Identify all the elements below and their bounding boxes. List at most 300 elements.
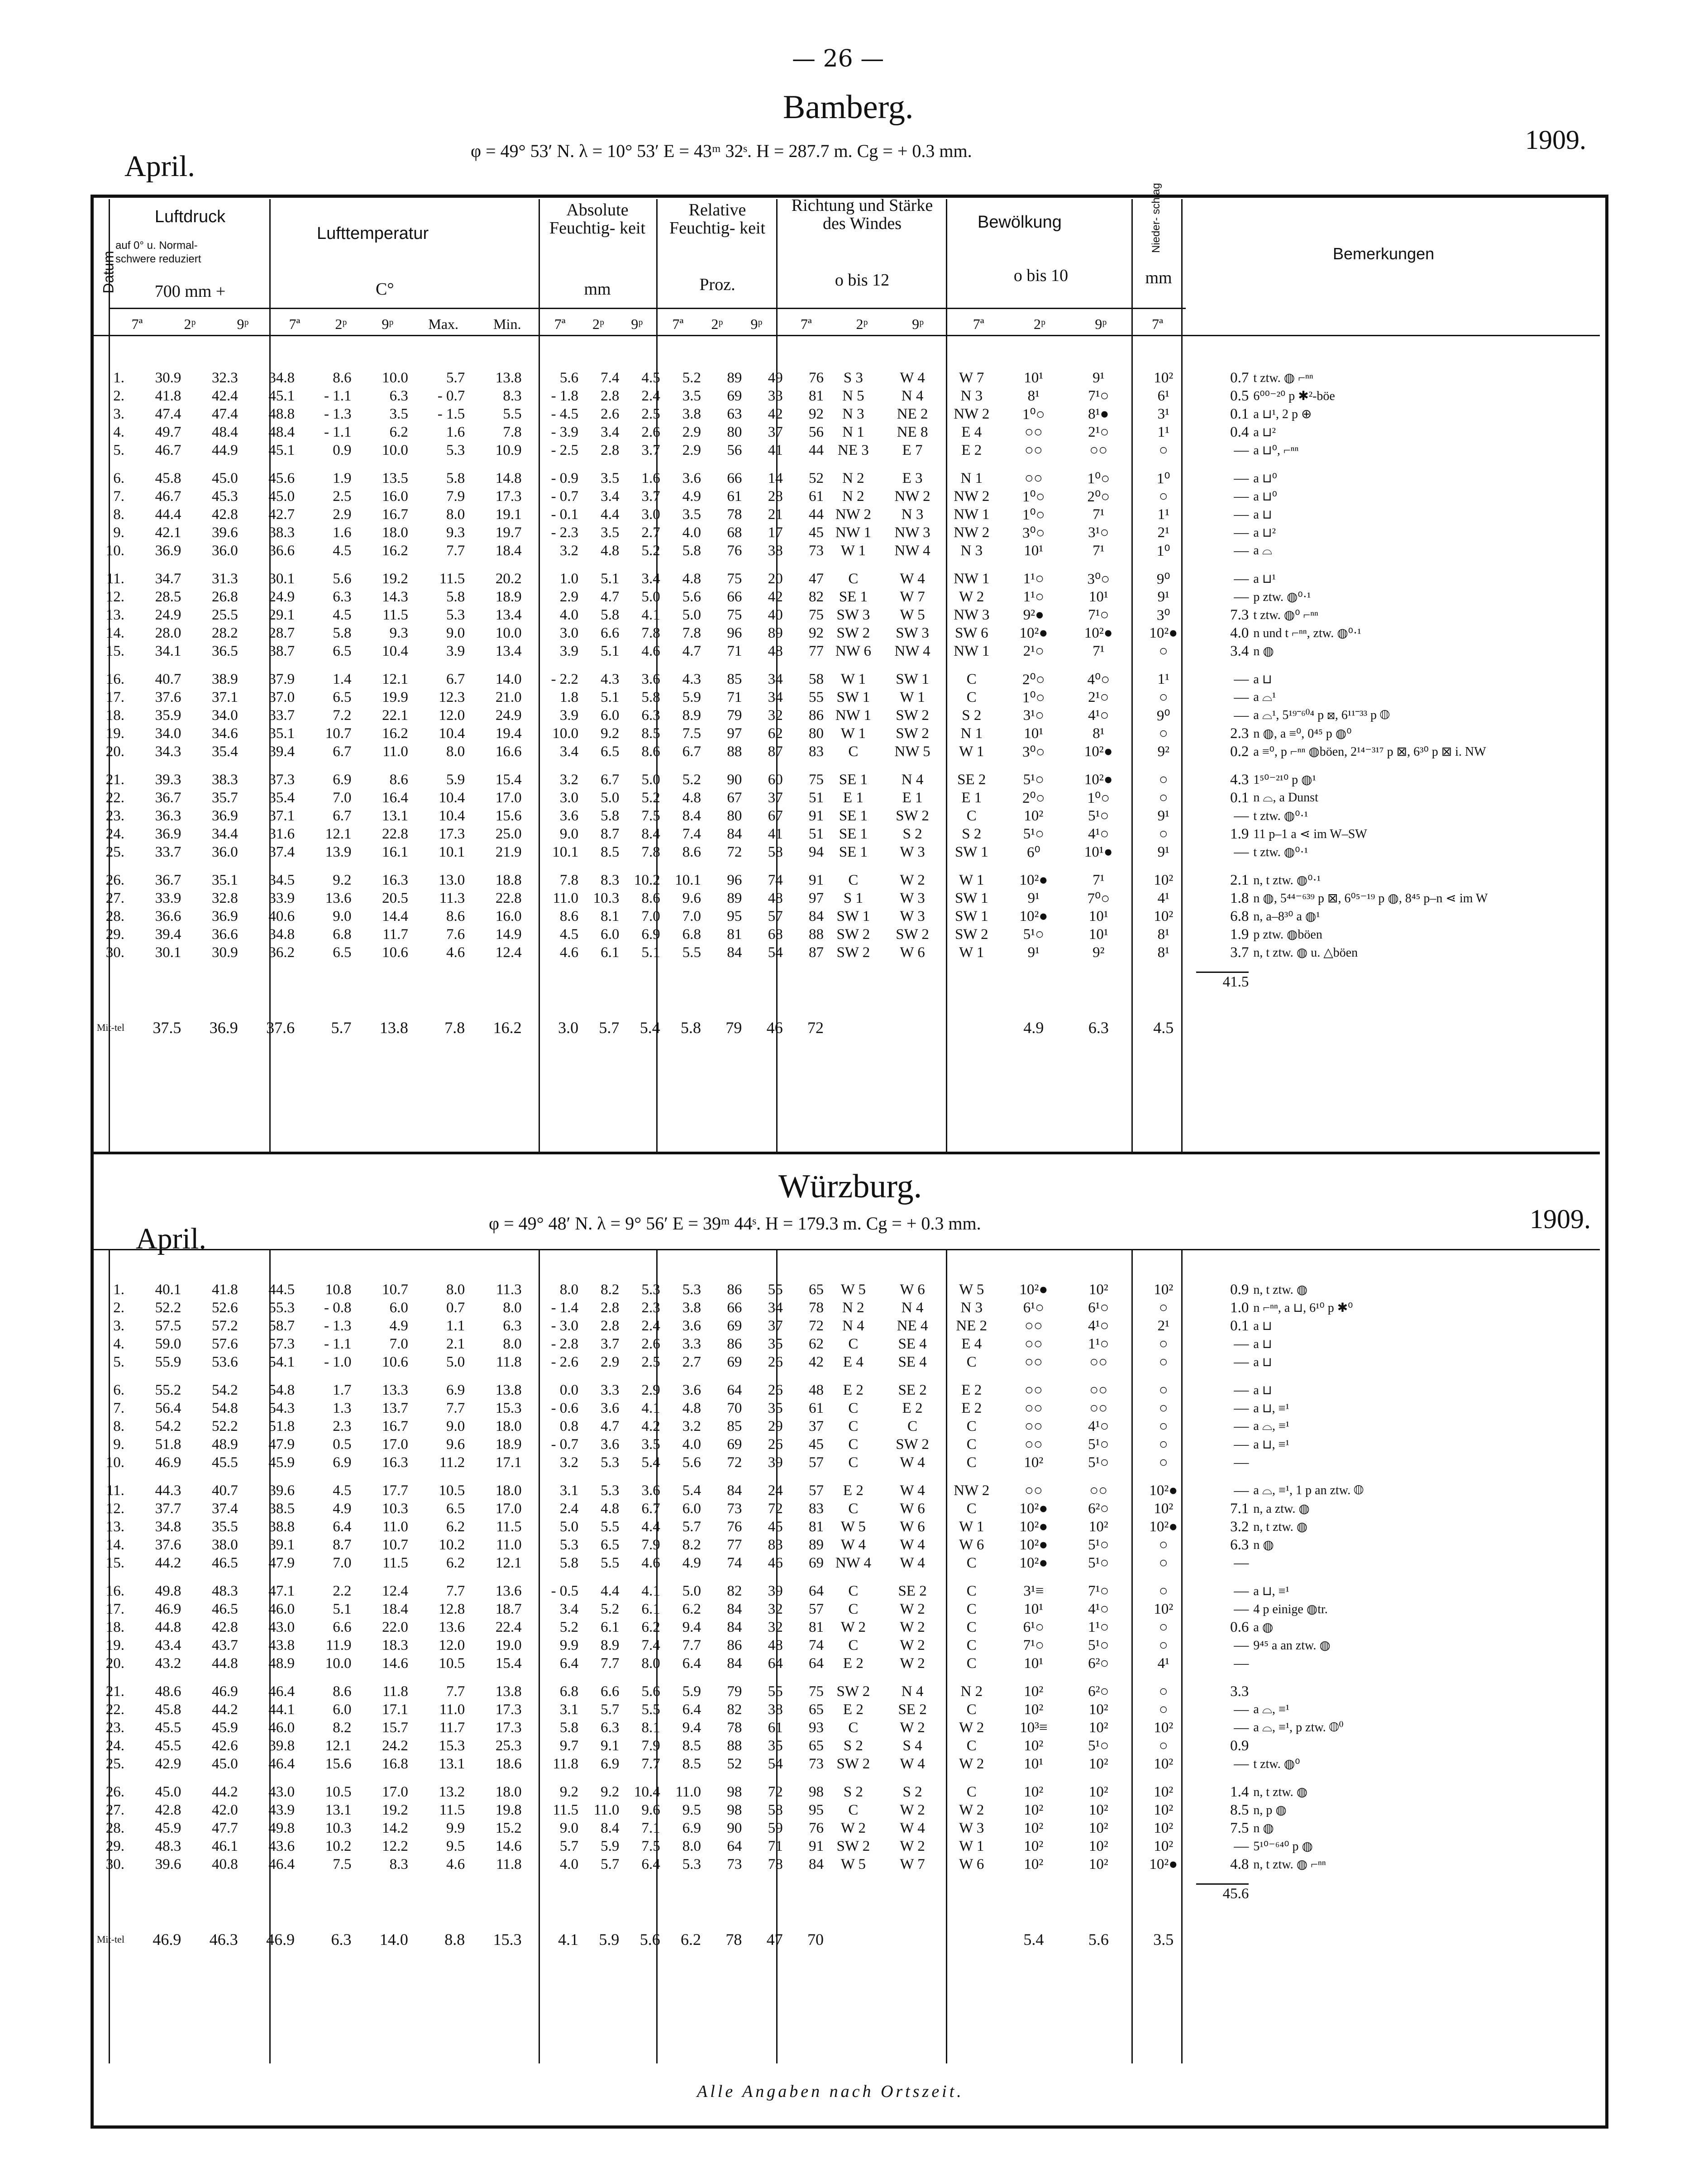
value-cell: 25.0: [495, 825, 522, 842]
temp-unit: C°: [376, 280, 394, 299]
value-cell: 82: [809, 588, 824, 605]
value-cell: SW 2: [836, 1838, 870, 1854]
value-cell: 8.0: [446, 743, 465, 760]
value-cell: 3.5: [1153, 1930, 1174, 1949]
value-cell: 9.5: [446, 1838, 465, 1854]
value-cell: 89: [727, 369, 742, 386]
value-cell: ○: [1159, 1436, 1168, 1453]
value-cell: 8.4: [601, 1820, 620, 1836]
remark-cell: [1249, 1018, 1598, 1037]
value-cell: 6.0: [389, 1299, 408, 1316]
value-cell: N 4: [901, 387, 924, 404]
value-cell: S 2: [962, 707, 982, 724]
value-cell: 37: [768, 789, 783, 806]
value-cell: 81: [809, 387, 824, 404]
value-cell: 7.1: [641, 1820, 660, 1836]
remark-cell: n ◍, 5⁴⁴⁻⁶³⁹ p ⊠, 6⁰⁵⁻¹⁹ p ◍, 8⁴⁵ p–n ⋖ im W: [1253, 891, 1488, 905]
value-cell: ○: [1159, 488, 1168, 505]
value-cell: 4.5: [333, 606, 352, 623]
year-label-bamberg: 1909.: [1525, 125, 1586, 155]
value-cell: 19.0: [495, 1637, 522, 1653]
value-cell: 54.1: [268, 1353, 295, 1370]
value-cell: 5.2: [601, 1601, 620, 1617]
table-row: [95, 405, 1598, 423]
value-cell: 13.8: [495, 1683, 522, 1700]
value-cell: ○○: [1024, 442, 1043, 458]
value-cell: 5.3: [601, 1482, 620, 1499]
value-cell: 72: [768, 1500, 783, 1517]
value-cell: SW 1: [954, 908, 988, 924]
value-cell: SE 4: [898, 1353, 927, 1370]
station-title-wuerzburg: Würzburg.: [778, 1168, 922, 1205]
remark-cell: 1⁵⁰⁻²¹⁰ p ◍¹: [1253, 773, 1316, 787]
value-cell: 39.4: [155, 926, 181, 943]
value-cell: 13.6: [495, 1582, 522, 1599]
value-cell: 16.0: [495, 908, 522, 924]
day-cell: 17.: [105, 689, 124, 705]
value-cell: 30.1: [155, 944, 181, 961]
value-cell: 7.0: [333, 789, 352, 806]
value-cell: 6.6: [333, 1619, 352, 1635]
day-cell: 15.: [105, 1554, 124, 1571]
value-cell: 8.0: [641, 1655, 660, 1672]
value-cell: 49.7: [155, 424, 181, 440]
value-cell: 4.1: [641, 1400, 660, 1416]
value-cell: 36.7: [155, 872, 181, 888]
value-cell: 6.9: [333, 771, 352, 788]
remark-cell: n, p ◍: [1253, 1803, 1287, 1817]
value-cell: 9.0: [446, 624, 465, 641]
value-cell: 17.0: [495, 789, 522, 806]
value-cell: 4.4: [601, 506, 620, 523]
value-cell: C: [848, 1436, 859, 1453]
value-cell: NW 2: [954, 524, 990, 541]
table-row: [95, 1600, 1598, 1618]
value-cell: 6.4: [641, 1856, 660, 1872]
value-cell: W 3: [900, 890, 925, 906]
value-cell: 58: [768, 1801, 783, 1818]
value-cell: 5¹○: [1023, 926, 1045, 943]
value-cell: 78: [768, 1856, 783, 1872]
value-cell: 21.9: [495, 843, 522, 860]
value-cell: SW 2: [896, 725, 929, 742]
value-cell: W 1: [959, 944, 984, 961]
value-cell: E 2: [843, 1655, 864, 1672]
value-cell: 7.1: [1230, 1500, 1249, 1517]
value-cell: 14.6: [495, 1838, 522, 1854]
value-cell: ○: [1159, 1683, 1168, 1700]
value-cell: [1196, 1018, 1249, 1037]
value-cell: 6.3: [503, 1317, 522, 1334]
value-cell: 47.7: [211, 1820, 238, 1836]
subhdr-2p: 2ᵖ: [592, 316, 604, 332]
value-cell: 11.0: [593, 1801, 620, 1818]
value-cell: W 3: [900, 908, 925, 924]
value-cell: 6.7: [446, 671, 465, 687]
value-cell: 10.7: [325, 725, 352, 742]
value-cell: 12.0: [439, 707, 465, 724]
remark-cell: n ◍: [1253, 1538, 1274, 1552]
value-cell: 61: [809, 1400, 824, 1416]
value-cell: 15.2: [495, 1820, 522, 1836]
value-cell: 14: [768, 470, 783, 486]
value-cell: 36.9: [211, 908, 238, 924]
day-cell: 13.: [105, 606, 124, 623]
value-cell: - 1.1: [324, 1335, 352, 1352]
value-cell: ○: [1159, 1582, 1168, 1599]
remark-cell: a ⊔: [1253, 1355, 1272, 1369]
value-cell: 28.5: [155, 588, 181, 605]
value-cell: 46.4: [268, 1683, 295, 1700]
value-cell: 75: [809, 606, 824, 623]
value-cell: 6.6: [601, 624, 620, 641]
value-cell: 7.9: [641, 1737, 660, 1754]
value-cell: 80: [727, 807, 742, 824]
value-cell: 61: [768, 1719, 783, 1736]
value-cell: 6²○: [1088, 1683, 1109, 1700]
value-cell: —: [1234, 1755, 1249, 1772]
value-cell: 31.6: [268, 825, 295, 842]
table-row: [95, 771, 1598, 789]
subhdr-7a: 7ª: [1152, 316, 1163, 332]
value-cell: 10²: [1088, 1801, 1108, 1818]
value-cell: 89: [727, 890, 742, 906]
value-cell: W 2: [840, 1619, 866, 1635]
value-cell: 73: [727, 1500, 742, 1517]
value-cell: 1¹: [1157, 671, 1169, 687]
value-cell: 2.9: [559, 588, 579, 605]
value-cell: 16.2: [382, 542, 408, 559]
value-cell: 32: [768, 1619, 783, 1635]
value-cell: SE 1: [839, 825, 868, 842]
value-cell: 6.9: [333, 1454, 352, 1471]
value-cell: 4.0: [682, 524, 701, 541]
value-cell: NW 1: [954, 506, 990, 523]
day-cell: 13.: [105, 1518, 124, 1535]
value-cell: 8.3: [503, 387, 522, 404]
value-cell: 91: [809, 807, 824, 824]
value-cell: 4⁰○: [1087, 672, 1110, 688]
value-cell: 5.0: [601, 789, 620, 806]
precip-unit: mm: [1145, 268, 1172, 287]
value-cell: 76: [809, 369, 824, 386]
value-cell: N 2: [842, 1299, 864, 1316]
value-cell: 5.4: [641, 1454, 660, 1471]
value-cell: 2¹○: [1088, 689, 1109, 705]
value-cell: 8¹: [1027, 387, 1040, 404]
value-cell: 5.2: [641, 789, 660, 806]
value-cell: 8.7: [333, 1536, 352, 1553]
value-cell: C: [966, 1637, 977, 1653]
value-cell: 10.5: [325, 1783, 352, 1800]
value-cell: NE 8: [897, 424, 928, 440]
value-cell: 9.9: [446, 1820, 465, 1836]
value-cell: 5.3: [446, 442, 465, 458]
value-cell: —: [1234, 807, 1249, 824]
value-cell: 8.6: [389, 771, 408, 788]
day-cell: 8.: [113, 506, 124, 523]
value-cell: C: [907, 1418, 918, 1434]
value-cell: 40.7: [211, 1482, 238, 1499]
value-cell: 2¹: [1157, 524, 1169, 541]
value-cell: 89: [768, 624, 783, 641]
value-cell: 5.0: [446, 1353, 465, 1370]
value-cell: W 6: [900, 1500, 925, 1517]
value-cell: 29: [768, 1418, 783, 1434]
value-cell: W 4: [900, 1554, 925, 1571]
value-cell: 4.8: [601, 542, 620, 559]
value-cell: 71: [727, 643, 742, 659]
value-cell: - 1.5: [437, 405, 465, 422]
value-cell: 7.0: [641, 908, 660, 924]
value-cell: 3¹○: [1088, 524, 1109, 541]
value-cell: ○: [1159, 689, 1168, 705]
value-cell: SE 2: [898, 1701, 927, 1718]
value-cell: - 0.1: [551, 506, 579, 523]
value-cell: 42.8: [211, 506, 238, 523]
table-row: [95, 1435, 1598, 1453]
value-cell: 16.1: [382, 843, 408, 860]
value-cell: 5.2: [559, 1619, 579, 1635]
value-cell: 64: [809, 1655, 824, 1672]
value-cell: 12.4: [382, 1582, 408, 1599]
value-cell: 11.5: [553, 1801, 579, 1818]
value-cell: 69: [727, 387, 742, 404]
value-cell: 43.8: [268, 1637, 295, 1653]
value-cell: 39.3: [155, 771, 181, 788]
value-cell: 1.1: [446, 1317, 465, 1334]
value-cell: 3.2: [559, 771, 579, 788]
value-cell: - 0.7: [551, 1436, 579, 1453]
value-cell: 10.8: [325, 1281, 352, 1298]
value-cell: W 6: [959, 1856, 984, 1872]
value-cell: SE 1: [839, 807, 868, 824]
value-cell: 2.4: [641, 387, 660, 404]
value-cell: 51: [809, 789, 824, 806]
value-cell: 56: [809, 424, 824, 440]
table-row: [95, 1636, 1598, 1654]
value-cell: 17.1: [495, 1454, 522, 1471]
value-cell: W 2: [900, 872, 925, 888]
value-cell: 11.5: [382, 606, 408, 623]
value-cell: —: [1234, 524, 1249, 541]
value-cell: C: [848, 1582, 859, 1599]
day-cell: 1.: [113, 369, 124, 386]
value-cell: 18.9: [495, 588, 522, 605]
value-cell: 92: [809, 624, 824, 641]
value-cell: 7.5: [641, 1838, 660, 1854]
value-cell: 5.6: [559, 369, 579, 386]
value-cell: NW 2: [954, 405, 990, 422]
value-cell: 0.1: [1230, 1317, 1249, 1334]
value-cell: —: [1234, 506, 1249, 523]
value-cell: W 5: [959, 1281, 984, 1298]
table-row: [95, 423, 1598, 441]
remark-cell: a ⌓¹: [1253, 690, 1276, 704]
value-cell: 11.0: [382, 743, 408, 760]
value-cell: 48: [768, 643, 783, 659]
value-cell: 6.8: [682, 926, 701, 943]
value-cell: 34.8: [155, 1518, 181, 1535]
value-cell: 37.0: [268, 689, 295, 705]
value-cell: SW 2: [836, 624, 870, 641]
value-cell: 11.5: [439, 570, 465, 587]
value-cell: W 6: [900, 944, 925, 961]
value-cell: 90: [727, 771, 742, 788]
value-cell: 6¹○: [1023, 1299, 1045, 1316]
value-cell: 7¹○: [1023, 1637, 1045, 1653]
value-cell: 46.3: [209, 1930, 238, 1949]
value-cell: 70: [807, 1930, 824, 1949]
value-cell: 7¹: [1093, 643, 1105, 659]
value-cell: 10²●: [1019, 1518, 1048, 1535]
value-cell: 71: [727, 689, 742, 705]
day-cell: 10.: [105, 1454, 124, 1471]
value-cell: W 2: [900, 1801, 925, 1818]
value-cell: 9.4: [682, 1619, 701, 1635]
value-cell: 36.7: [155, 789, 181, 806]
value-cell: 3⁰○: [1022, 525, 1045, 541]
table-row: [95, 1381, 1598, 1399]
value-cell: 5.5: [641, 1701, 660, 1718]
value-cell: ○: [1159, 1353, 1168, 1370]
month-label-bamberg: April.: [124, 150, 195, 183]
value-cell: 49.8: [268, 1820, 295, 1836]
value-cell: 47.4: [155, 405, 181, 422]
day-cell: 12.: [105, 588, 124, 605]
value-cell: 6.4: [682, 1701, 701, 1718]
value-cell: 32.3: [211, 369, 238, 386]
group-spacer: [95, 962, 1598, 972]
value-cell: 41.8: [155, 387, 181, 404]
value-cell: 7.8: [641, 843, 660, 860]
group-spacer: [95, 1873, 1598, 1884]
value-cell: 2.8: [601, 1317, 620, 1334]
value-cell: 79: [727, 707, 742, 724]
day-cell: 17.: [105, 1601, 124, 1617]
value-cell: 17.3: [495, 1719, 522, 1736]
value-cell: 38.0: [211, 1536, 238, 1553]
value-cell: [942, 1930, 1001, 1949]
value-cell: 4.6: [641, 643, 660, 659]
value-cell: 5.8: [641, 689, 660, 705]
value-cell: 22.0: [382, 1619, 408, 1635]
value-cell: 3.4: [1230, 643, 1249, 659]
value-cell: 3.6: [682, 1317, 701, 1334]
precip-sum: 41.5: [1196, 972, 1249, 991]
remark-cell: n, t ztw. ◍: [1253, 1520, 1308, 1534]
value-cell: 18.3: [382, 1637, 408, 1653]
value-cell: 54: [768, 1755, 783, 1772]
value-cell: 35.7: [211, 789, 238, 806]
value-cell: 69: [727, 1436, 742, 1453]
value-cell: 5.3: [682, 1856, 701, 1872]
value-cell: 6.3: [1230, 1536, 1249, 1553]
value-cell: 7¹○: [1088, 1582, 1109, 1599]
value-cell: 57.6: [211, 1335, 238, 1352]
value-cell: 16.7: [382, 506, 408, 523]
value-cell: 80: [727, 424, 742, 440]
value-cell: 38.7: [268, 643, 295, 659]
value-cell: 37.1: [211, 689, 238, 705]
value-cell: 5.4: [682, 1482, 701, 1499]
value-cell: W 6: [959, 1536, 984, 1553]
value-cell: NW 2: [954, 488, 990, 505]
value-cell: 40.1: [155, 1281, 181, 1298]
value-cell: 8.6: [333, 369, 352, 386]
value-cell: 6.9: [641, 926, 660, 943]
value-cell: 64: [727, 1838, 742, 1854]
value-cell: 5.2: [682, 369, 701, 386]
value-cell: 46.9: [153, 1930, 181, 1949]
value-cell: 11.5: [382, 1554, 408, 1571]
value-cell: 8.5: [682, 1737, 701, 1754]
value-cell: 2.6: [641, 1335, 660, 1352]
value-cell: 51.8: [155, 1436, 181, 1453]
value-cell: 10.4: [439, 807, 465, 824]
value-cell: 17.3: [495, 488, 522, 505]
value-cell: 36.0: [211, 542, 238, 559]
value-cell: 8.5: [1230, 1801, 1249, 1818]
day-cell: 28.: [105, 908, 124, 924]
value-cell: 53.6: [211, 1353, 238, 1370]
value-cell: W 2: [840, 1820, 866, 1836]
value-cell: 1⁰○: [1022, 507, 1045, 523]
value-cell: 5.0: [641, 771, 660, 788]
value-cell: 8.1: [641, 1719, 660, 1736]
day-cell: 2.: [113, 387, 124, 404]
value-cell: 46.4: [268, 1755, 295, 1772]
value-cell: C: [966, 1436, 977, 1453]
value-cell: —: [1234, 707, 1249, 724]
value-cell: 13.8: [379, 1019, 408, 1037]
value-cell: 37.6: [155, 1536, 181, 1553]
value-cell: 18.0: [495, 1418, 522, 1434]
remark-cell: n, t ztw. ◍: [1253, 1283, 1308, 1297]
value-cell: 7.7: [601, 1655, 620, 1672]
remark-cell: n ◍: [1253, 644, 1274, 658]
value-cell: 8.0: [446, 1281, 465, 1298]
value-cell: 7.5: [1230, 1820, 1249, 1836]
remark-cell: a ⊔, ≡¹: [1253, 1584, 1289, 1598]
value-cell: W 6: [900, 1518, 925, 1535]
value-cell: 16.7: [382, 1418, 408, 1434]
value-cell: 10¹: [1024, 1655, 1044, 1672]
value-cell: 10¹●: [1084, 843, 1113, 860]
value-cell: 52.2: [155, 1299, 181, 1316]
data-table-wuerzburg: [95, 1281, 1598, 1949]
value-cell: E 4: [843, 1353, 864, 1370]
value-cell: 24: [768, 1482, 783, 1499]
value-cell: 4¹○: [1088, 707, 1109, 724]
remark-cell: t ztw. ◍⁰·¹: [1253, 845, 1308, 859]
value-cell: 18.0: [382, 524, 408, 541]
value-cell: - 1.4: [551, 1299, 579, 1316]
value-cell: 42.8: [211, 1619, 238, 1635]
value-cell: 5.8: [446, 588, 465, 605]
value-cell: 7.4: [682, 825, 701, 842]
value-cell: 1.0: [1230, 1299, 1249, 1316]
table-row: [95, 524, 1598, 542]
value-cell: W 3: [900, 843, 925, 860]
luftdruck-unit: 700 mm +: [154, 282, 226, 301]
value-cell: 34: [768, 689, 783, 705]
value-cell: 4.3: [601, 671, 620, 687]
value-cell: 46.4: [268, 1856, 295, 1872]
value-cell: E 2: [961, 1400, 982, 1416]
table-row: [95, 487, 1598, 505]
value-cell: 5.3: [682, 1281, 701, 1298]
